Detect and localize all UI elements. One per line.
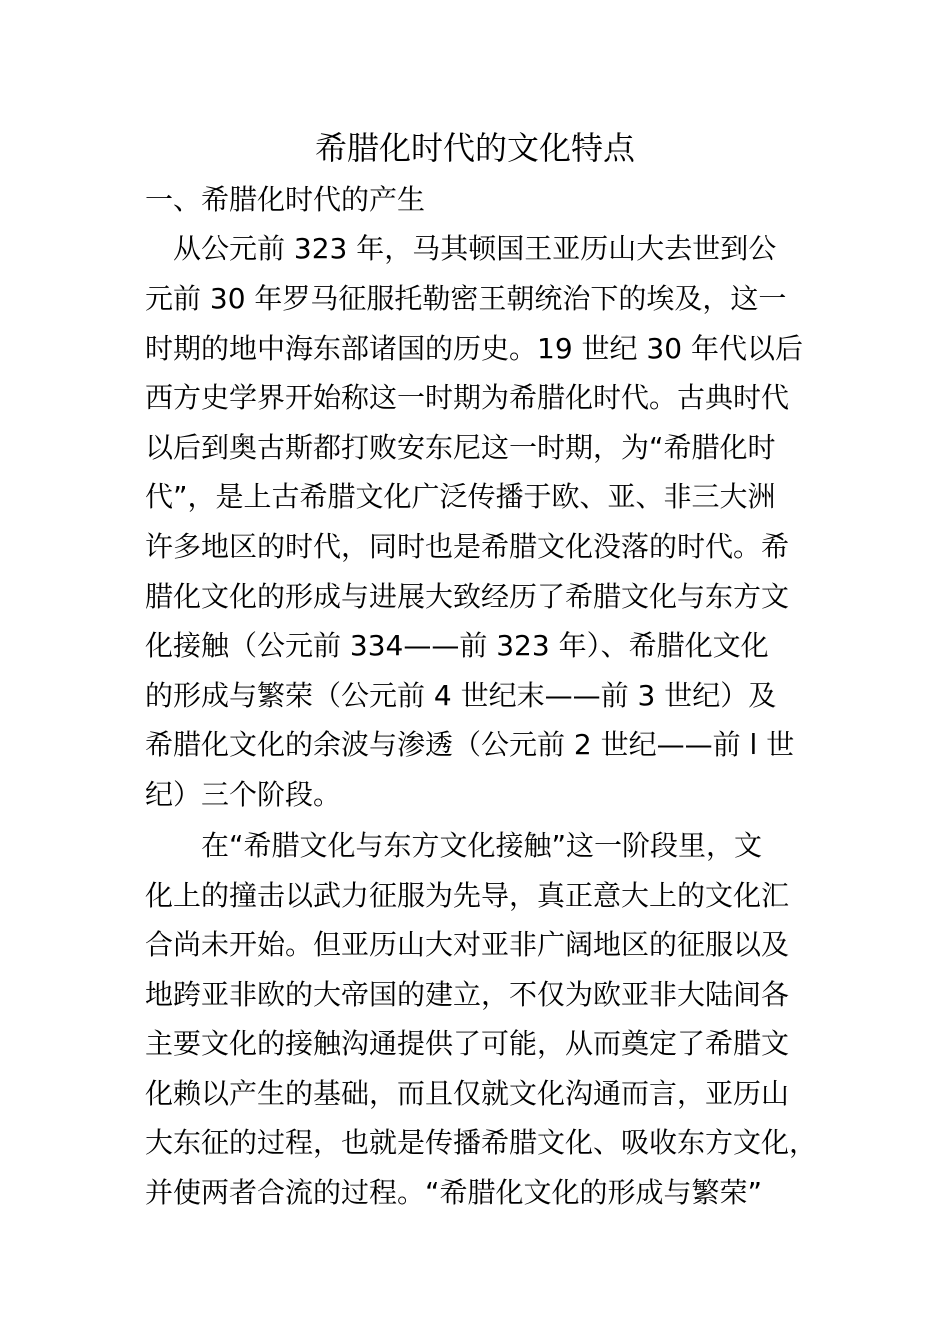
- paragraph-line: 化上的撞击以武力征服为先导，真正意大上的文化汇: [145, 879, 790, 912]
- paragraph-line: 许多地区的时代，同时也是希腊文化没落的时代。希: [145, 530, 790, 563]
- paragraph-line: 合尚未开始。但亚历山大对亚非广阔地区的征服以及: [145, 928, 790, 961]
- paragraph-line: 纪）三个阶段。: [145, 778, 342, 811]
- paragraph-line: 腊化文化的形成与进展大致经历了希腊文化与东方文: [145, 580, 790, 613]
- paragraph-line: 从公元前 323 年，马其顿国王亚历山大去世到公: [145, 232, 777, 265]
- document-title: 希腊化时代的文化特点: [314, 129, 635, 167]
- paragraph-line: 并使两者合流的过程。“希腊化文化的形成与繁荣”: [145, 1176, 763, 1209]
- paragraph-line: 元前 30 年罗马征服托勒密王朝统治下的埃及，这一: [145, 282, 787, 315]
- paragraph-line: 西方史学界开始称这一时期为希腊化时代。古典时代: [145, 381, 790, 414]
- paragraph-line: 主要文化的接触沟通提供了可能，从而奠定了希腊文: [145, 1027, 790, 1060]
- paragraph-line: 地跨亚非欧的大帝国的建立，不仅为欧亚非大陆间各: [145, 978, 790, 1011]
- paragraph-line: 化赖以产生的基础，而且仅就文化沟通而言，亚历山: [145, 1077, 790, 1110]
- paragraph-line: 化接触（公元前 334——前 323 年）、希腊化文化: [145, 629, 769, 662]
- paragraph-line: 希腊化文化的余波与渗透（公元前 2 世纪——前 l 世: [145, 728, 795, 761]
- section-heading: 一、希腊化时代的产生: [145, 183, 426, 216]
- paragraph-line: 时期的地中海东部诸国的历史。19 世纪 30 年代以后: [145, 332, 803, 365]
- paragraph-line: 以后到奥古斯都打败安东尼这一时期，为“希腊化时: [145, 431, 776, 464]
- paragraph-line: 代”，是上古希腊文化广泛传播于欧、亚、非三大洲: [145, 480, 776, 513]
- paragraph-line: 在“希腊文化与东方文化接触”这一阶段里，文: [145, 829, 763, 862]
- paragraph-line: 的形成与繁荣（公元前 4 世纪末——前 3 世纪）及: [145, 679, 777, 712]
- paragraph-line: 大东征的过程，也就是传播希腊文化、吸收东方文化，: [145, 1126, 818, 1159]
